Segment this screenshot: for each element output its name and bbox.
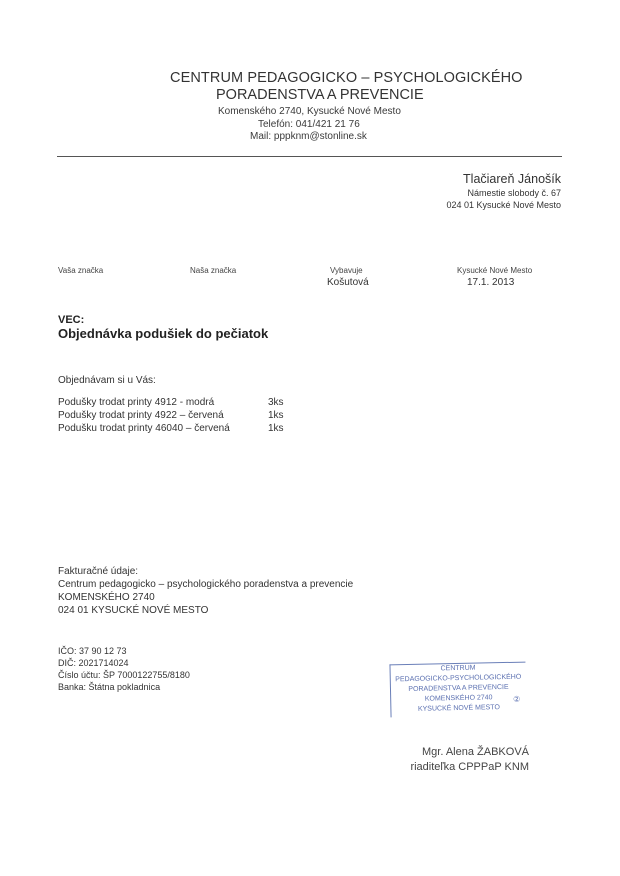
- order-item-qty: 1ks: [268, 410, 284, 421]
- date-value: 17.1. 2013: [467, 277, 515, 288]
- org-phone: Telefón: 041/421 21 76: [258, 119, 360, 130]
- handled-by-label: Vybavuje: [330, 266, 363, 275]
- recipient-name: Tlačiareň Jánošík: [463, 172, 561, 186]
- ico-line: IČO: 37 90 12 73: [58, 646, 127, 656]
- org-name-line1: CENTRUM PEDAGOGICKO – PSYCHOLOGICKÉHO: [170, 70, 523, 86]
- order-item-qty: 3ks: [268, 397, 284, 408]
- billing-line2: KOMENSKÉHO 2740: [58, 592, 155, 603]
- recipient-street: Námestie slobody č. 67: [467, 188, 561, 198]
- header-divider: [57, 156, 562, 157]
- recipient-city: 024 01 Kysucké Nové Mesto: [446, 200, 561, 210]
- signatory-name: Mgr. Alena ŽABKOVÁ: [422, 746, 529, 758]
- subject-title: Objednávka podušiek do pečiatok: [58, 326, 269, 341]
- org-name-line2: PORADENSTVA A PREVENCIE: [216, 87, 424, 103]
- stamp-line: PEDAGOGICKO-PSYCHOLOGICKÉHO: [395, 673, 522, 684]
- handled-by-value: Košutová: [327, 277, 369, 288]
- order-item-qty: 1ks: [268, 423, 284, 434]
- stamp-number: ②: [512, 694, 521, 704]
- org-address: Komenského 2740, Kysucké Nové Mesto: [218, 106, 401, 117]
- stamp-line: PORADENSTVA A PREVENCIE: [408, 683, 509, 694]
- stamp-line: KOMENSKÉHO 2740: [424, 694, 493, 703]
- our-ref-label: Naša značka: [190, 266, 237, 275]
- billing-label: Fakturačné údaje:: [58, 566, 139, 577]
- signatory-role: riaditeľka CPPPaP KNM: [410, 761, 529, 773]
- your-ref-label: Vaša značka: [58, 266, 104, 275]
- stamp-line: CENTRUM: [440, 664, 476, 673]
- office-stamp: [389, 662, 526, 718]
- account-line: Číslo účtu: ŠP 7000122755/8180: [58, 670, 190, 680]
- subject-label: VEC:: [58, 314, 85, 326]
- billing-line3: 024 01 KYSUCKÉ NOVÉ MESTO: [58, 605, 209, 616]
- stamp-line: KYSUCKÉ NOVÉ MESTO: [417, 704, 500, 713]
- bank-line: Banka: Štátna pokladnica: [58, 682, 161, 692]
- order-item-name: Podušku trodat printy 46040 – červená: [58, 423, 230, 434]
- order-item-name: Podušky trodat printy 4922 – červená: [58, 410, 224, 421]
- dic-line: DIČ: 2021714024: [58, 658, 129, 668]
- order-item-name: Podušky trodat printy 4912 - modrá: [58, 397, 215, 408]
- org-mail: Mail: pppknm@stonline.sk: [250, 131, 367, 142]
- order-intro: Objednávam si u Vás:: [58, 375, 156, 386]
- billing-line1: Centrum pedagogicko – psychologického poradenstva a prevencie: [58, 579, 354, 590]
- place-label: Kysucké Nové Mesto: [457, 266, 533, 275]
